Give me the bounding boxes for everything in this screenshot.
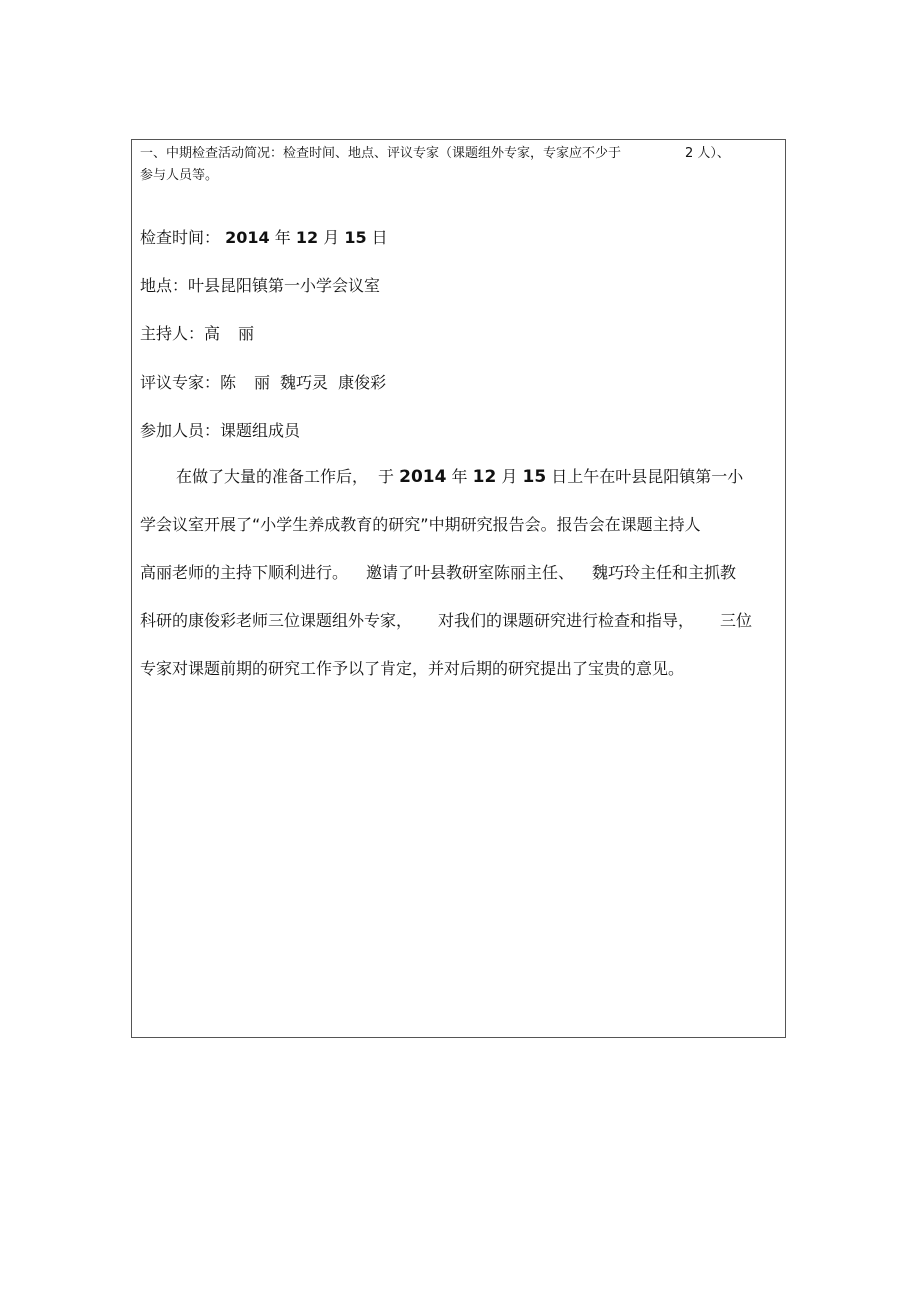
heading-line-1 [140,143,780,165]
inspection-time-label: 检查时间： [140,228,221,247]
expert-1-part-2: 丽 [254,373,271,392]
host-label: 主持人： [140,324,205,343]
section-heading [140,143,780,187]
p1-day: 15 [522,467,547,487]
inspection-day: 15 [344,228,367,247]
participants-label: 参加人员： [140,421,221,440]
p3-text-b: 邀请了叶县教研室陈丽主任、 [366,563,575,582]
p1-month: 12 [472,467,497,487]
p1-month-unit: 月 [501,467,518,486]
location-value: 叶县昆阳镇第一小学会议室 [188,276,381,295]
paragraph-line-3 [140,560,780,608]
expert-2: 魏巧灵 [280,373,329,392]
p1-text-e: 日上午在叶县昆阳镇第一小 [551,467,744,486]
p4-text-a: 科研的康俊彩老师三位课题组外专家， [140,611,413,630]
paragraph-line-5: 专家对课题前期的研究工作予以了肯定，并对后期的研究提出了宝贵的意见。 [140,659,685,678]
heading-text: 一、中期检查活动简况：检查时间、地点、评议专家（课题组外专家，专家应不少于 [140,146,622,161]
paragraph-line-2: 学会议室开展了“小学生养成教育的研究”中期研究报告会。报告会在课题主持人 [140,515,701,534]
summary-paragraph [140,464,780,704]
inspection-year: 2014 [225,228,270,247]
participants-value: 课题组成员 [220,421,301,440]
p1-year-unit: 年 [451,467,468,486]
day-unit: 日 [371,228,388,247]
heading-tail: 2 人）、 [685,146,730,161]
experts-row [140,372,386,394]
host-name-part-2: 丽 [238,324,255,343]
paragraph-line-1 [140,464,780,512]
expert-3: 康俊彩 [338,373,387,392]
p1-text-b: 于 [378,467,395,486]
midterm-report-table-cell [131,139,786,1038]
host-name-part-1: 高 [204,324,221,343]
participants-row [140,420,300,442]
heading-line-2: 参与人员等。 [140,168,219,183]
p1-text-a: 在做了大量的准备工作后， [176,467,369,486]
month-unit: 月 [323,228,340,247]
paragraph-line-4 [140,608,780,656]
p4-text-b: 对我们的课题研究进行检查和指导， [438,611,695,630]
p3-text-c: 魏巧玲主任和主抓教 [592,563,737,582]
p1-year: 2014 [399,467,447,487]
inspection-time-row [140,227,388,249]
inspection-month: 12 [295,228,319,247]
host-row [140,323,254,345]
location-row [140,275,380,297]
year-unit: 年 [274,228,291,247]
location-label: 地点： [140,276,189,295]
p3-text-a: 高丽老师的主持下顺利进行。 [140,563,349,582]
p4-text-c: 三位 [720,611,753,630]
expert-1-part-1: 陈 [220,373,237,392]
experts-label: 评议专家： [140,373,221,392]
